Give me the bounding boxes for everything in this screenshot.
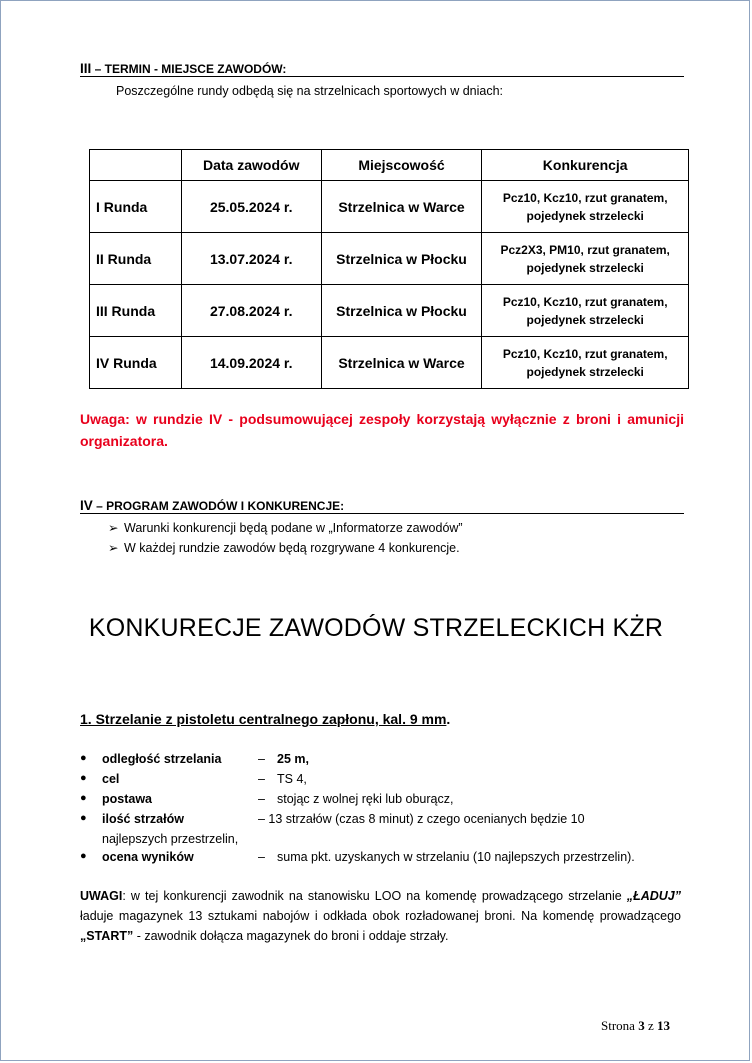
- program-list: [108, 518, 463, 558]
- date-cell: 25.05.2024 r.: [181, 181, 321, 233]
- competition-line: Pcz10, Kcz10, rzut granatem,: [502, 346, 668, 361]
- rule-dash: –: [258, 792, 265, 806]
- rule-label: ilość strzałów: [102, 812, 184, 826]
- location-cell: Strzelnica w Warce: [321, 181, 482, 233]
- competition-line: pojedynek strzelecki: [526, 260, 644, 275]
- competition-line: Pcz2X3, PM10, rzut granatem,: [500, 242, 670, 257]
- notes-text: ładuje magazynek 13 sztukami nabojów i odkłada obok rozładowanej broni. Na komendę prowadzącego: [80, 909, 681, 923]
- arrow-bullet-icon: ➢: [108, 521, 119, 535]
- bullet-icon: ●: [80, 850, 87, 862]
- rule-value: stojąc z wolnej ręki lub oburącz,: [277, 792, 454, 806]
- rule-label: postawa: [102, 792, 153, 806]
- rule-label: cel: [102, 772, 120, 786]
- competition-heading-text: 1. Strzelanie z pistoletu centralnego zapłonu, kal. 9 mm: [80, 711, 447, 727]
- section-4-heading: [80, 498, 684, 514]
- notes-text: - zawodnik dołącza magazynek do broni i oddaje strzały.: [133, 929, 449, 943]
- rule-value: TS 4,: [277, 772, 307, 786]
- round-cell: IV Runda: [90, 337, 182, 389]
- competition-cell: [482, 233, 689, 285]
- rule-value: 25 m,: [277, 752, 309, 766]
- list-item: [108, 538, 463, 558]
- list-item: [80, 792, 700, 812]
- arrow-bullet-icon: ➢: [108, 541, 119, 555]
- table-header-cell: Konkurencja: [482, 150, 689, 181]
- section-3-intro: Poszczególne rundy odbędą się na strzelnicach sportowych w dniach:: [116, 84, 504, 98]
- list-item: [80, 850, 700, 870]
- section-4-title: – PROGRAM ZAWODÓW I KONKURENCJE:: [96, 499, 345, 513]
- bullet-icon: ●: [80, 752, 87, 764]
- page-title: KONKURECJE ZAWODÓW STRZELECKICH KŻR: [88, 614, 664, 642]
- table-header-cell: Miejscowość: [321, 150, 482, 181]
- section-4-number: IV: [80, 498, 93, 513]
- table-header-cell: Data zawodów: [181, 150, 321, 181]
- bullet-icon: ●: [80, 772, 87, 784]
- location-cell: Strzelnica w Płocku: [321, 285, 482, 337]
- section-3-number: III: [80, 61, 92, 76]
- competition-cell: [482, 181, 689, 233]
- round-cell: II Runda: [90, 233, 182, 285]
- footer-total-pages: 13: [656, 1018, 670, 1033]
- competition-line: Pcz10, Kcz10, rzut granatem,: [502, 190, 668, 205]
- round-cell: I Runda: [90, 181, 182, 233]
- list-item: [80, 752, 700, 772]
- list-item-text: Warunki konkurencji będą podane w „Informatorze zawodów”: [124, 521, 463, 535]
- bullet-icon: ●: [80, 812, 87, 824]
- rule-dash: –: [258, 752, 265, 766]
- rounds-table: [89, 149, 689, 389]
- command-start: „START”: [80, 929, 134, 943]
- list-item: [80, 812, 700, 850]
- notes-paragraph: [80, 886, 681, 946]
- page-footer: [601, 1018, 670, 1034]
- notes-text: : w tej konkurencji zawodnik na stanowisku LOO na komendę prowadzącego strzelanie: [122, 889, 622, 903]
- date-cell: 14.09.2024 r.: [181, 337, 321, 389]
- table-header-row: [90, 150, 689, 181]
- rules-list: [80, 752, 700, 870]
- rule-label: ocena wyników: [102, 850, 194, 864]
- date-cell: 13.07.2024 r.: [181, 233, 321, 285]
- rule-dash: –: [258, 850, 265, 864]
- section-3-title: – TERMIN - MIEJSCE ZAWODÓW:: [94, 62, 287, 76]
- footer-separator: z: [647, 1018, 654, 1033]
- rule-value: suma pkt. uzyskanych w strzelaniu (10 najlepszych przestrzelin).: [277, 850, 635, 864]
- competition-line: pojedynek strzelecki: [526, 312, 644, 327]
- warning-note: Uwaga: w rundzie IV - podsumowującej zespoły korzystają wyłącznie z broni i amunicji organizatora.: [80, 411, 684, 449]
- footer-page-number: 3: [638, 1018, 645, 1033]
- competition-line: pojedynek strzelecki: [526, 208, 644, 223]
- list-item: [108, 518, 463, 538]
- table-row: [90, 285, 689, 337]
- location-cell: Strzelnica w Warce: [321, 337, 482, 389]
- footer-prefix: Strona: [601, 1018, 635, 1033]
- rule-label: odległość strzelania: [102, 752, 222, 766]
- competition-line: pojedynek strzelecki: [526, 364, 644, 379]
- rule-dash: –: [258, 772, 265, 786]
- competition-cell: [482, 285, 689, 337]
- rule-value-continuation: najlepszych przestrzelin,: [102, 832, 239, 846]
- bullet-icon: ●: [80, 792, 87, 804]
- date-cell: 27.08.2024 r.: [181, 285, 321, 337]
- table-row: [90, 233, 689, 285]
- list-item: [80, 772, 700, 792]
- notes-label: UWAGI: [80, 889, 123, 903]
- rule-value: – 13 strzałów (czas 8 minut) z czego ocenianych będzie 10: [258, 812, 585, 826]
- section-3-heading: [80, 61, 684, 77]
- round-cell: III Runda: [90, 285, 182, 337]
- competition-cell: [482, 337, 689, 389]
- competition-heading: [80, 711, 450, 727]
- table-header-cell: [90, 150, 182, 181]
- competition-heading-period: .: [446, 711, 451, 727]
- command-load: „ŁADUJ”: [626, 889, 681, 903]
- list-item-text: W każdej rundzie zawodów będą rozgrywane 4 konkurencje.: [124, 541, 460, 555]
- table-row: [90, 181, 689, 233]
- competition-line: Pcz10, Kcz10, rzut granatem,: [502, 294, 668, 309]
- location-cell: Strzelnica w Płocku: [321, 233, 482, 285]
- table-row: [90, 337, 689, 389]
